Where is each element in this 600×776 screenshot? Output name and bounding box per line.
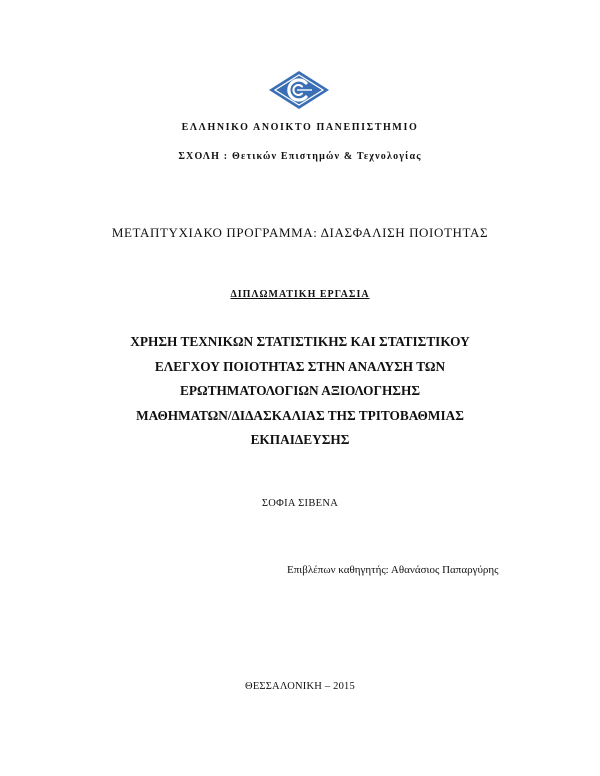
title-line: ΕΛΕΓΧΟΥ ΠΟΙΟΤΗΤΑΣ ΣΤΗΝ ΑΝΑΛΥΣΗ ΤΩΝ [154,358,446,374]
thesis-title [0,330,600,453]
university-logo-icon [268,70,330,110]
author-name: ΣΟΦΙΑ ΣΙΒΕΝΑ [261,498,339,509]
school-name: ΣΧΟΛΗ : Θετικών Επιστημών & Τεχνολογίας [178,151,422,162]
university-name: ΕΛΛΗΝΙΚΟ ΑΝΟΙΚΤΟ ΠΑΝΕΠΙΣΤΗΜΙΟ [181,122,419,133]
document-type: ΔΙΠΛΩΜΑΤΙΚΗ ΕΡΓΑΣΙΑ [230,289,370,300]
title-line: ΧΡΗΣΗ ΤΕΧΝΙΚΩΝ ΣΤΑΤΙΣΤΙΚΗΣ ΚΑΙ ΣΤΑΤΙΣΤΙΚΟΥ [130,334,470,349]
title-line: ΕΡΩΤΗΜΑΤΟΛΟΓΙΩΝ ΑΞΙΟΛΟΓΗΣΗΣ [179,383,421,398]
supervisor: Επιβλέπων καθηγητής: Αθανάσιος Παπαργύρης [287,564,499,576]
title-line: ΕΚΠΑΙΔΕΥΣΗΣ [250,432,350,447]
program-name: ΜΕΤΑΠΤΥΧΙΑΚΟ ΠΡΟΓΡΑΜΜΑ: ΔΙΑΣΦΑΛΙΣΗ ΠΟΙΟΤΗΤΑΣ [111,225,489,240]
place-year: ΘΕΣΣΑΛΟΝΙΚΗ – 2015 [245,681,355,692]
title-line: ΜΑΘΗΜΑΤΩΝ/ΔΙΔΑΣΚΑΛΙΑΣ ΤΗΣ ΤΡΙΤΟΒΑΘΜΙΑΣ [136,407,464,423]
